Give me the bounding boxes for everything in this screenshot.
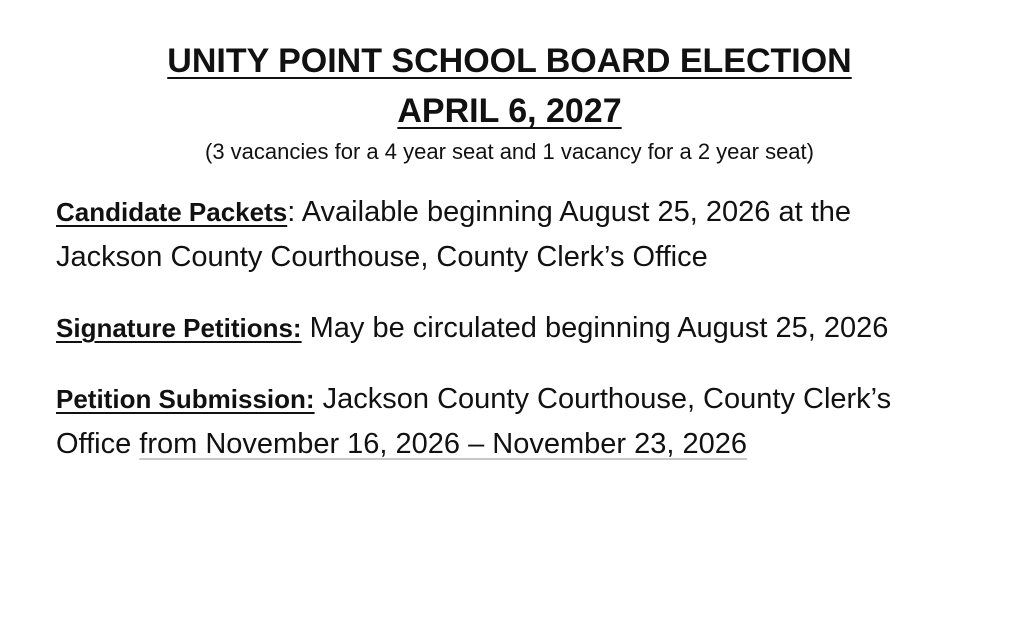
petition-submission-section: [56, 377, 963, 467]
candidate-packets-text: Available beginning August 25, 2026 at the Jackson County Courthouse, County Clerk’s Office: [56, 196, 852, 273]
vacancies-subtitle: (3 vacancies for a 4 year seat and 1 vacancy for a 2 year seat): [205, 139, 814, 164]
page-title: UNITY POINT SCHOOL BOARD ELECTION APRIL 6, 2027: [167, 42, 852, 130]
petition-submission-text: Jackson County Courthouse, County Clerk’s Office: [56, 383, 892, 460]
signature-petitions-section: [56, 306, 963, 351]
signature-petitions-label: Signature Petitions:: [56, 313, 302, 343]
signature-petitions-text: May be circulated beginning August 25, 2026: [301, 312, 889, 344]
candidate-packets-label: Candidate Packets: [56, 197, 288, 227]
candidate-packets-separator: :: [287, 196, 296, 228]
candidate-packets-section: [56, 190, 963, 280]
petition-submission-label: Petition Submission:: [56, 384, 315, 414]
petition-submission-dates: from November 16, 2026 – November 23, 2026: [139, 428, 748, 460]
